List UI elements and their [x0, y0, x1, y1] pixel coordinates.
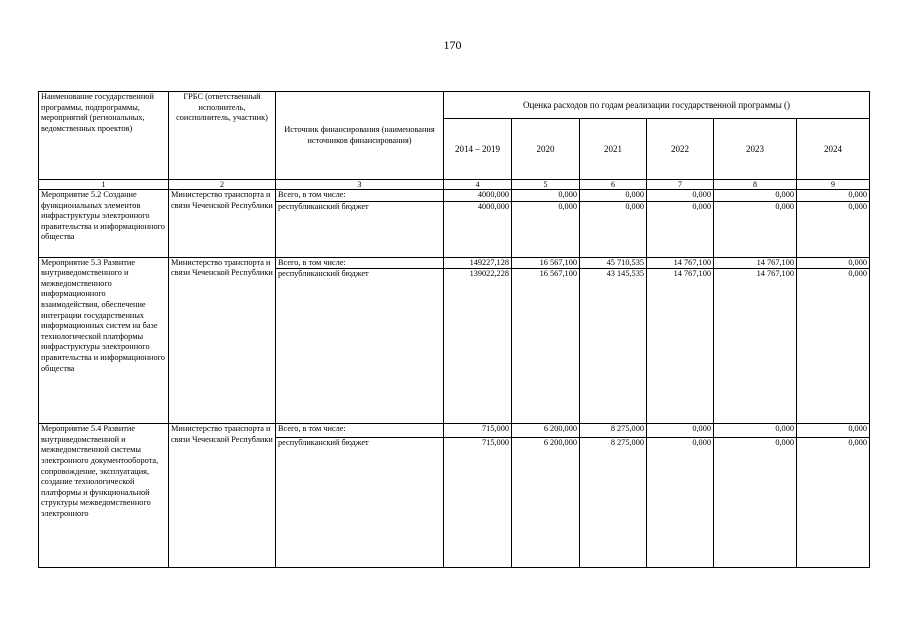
value-cell: 14 767,100 — [647, 269, 714, 424]
column-index: 3 — [276, 180, 444, 190]
header-year: 2020 — [512, 119, 580, 180]
column-index: 4 — [444, 180, 512, 190]
column-index: 8 — [714, 180, 797, 190]
table-header — [39, 92, 870, 190]
table-row — [39, 190, 870, 202]
value-cell: 0,000 — [647, 190, 714, 202]
grbs-name: Министерство транспорта и связи Чеченской Республики — [169, 424, 276, 568]
event-name: Мероприятие 5.4 Развитие внутриведомственной и межведомственной системы электронного документооборота, сопровождение, эксплуатация, создание технологической платформы и функциональной структуры межведомственного электронного — [39, 424, 169, 568]
value-cell: 0,000 — [647, 424, 714, 438]
value-cell: 8 275,000 — [580, 438, 647, 568]
column-index: 9 — [797, 180, 870, 190]
value-cell: 0,000 — [714, 424, 797, 438]
event-name: Мероприятие 5.3 Развитие внутриведомственного и межведомственного информационного взаимодействия, обеспечение интеграции государственных информационных систем на базе технологической платформы инфраструктуры электронного правительства и информационного общества — [39, 257, 169, 424]
value-cell: 14 767,100 — [647, 257, 714, 269]
header-year: 2024 — [797, 119, 870, 180]
value-cell: 715,000 — [444, 438, 512, 568]
source-republic-budget: республиканский бюджет — [276, 438, 444, 568]
source-total: Всего, в том числе: — [276, 257, 444, 269]
header-budget-estimate: Оценка расходов по годам реализации государственной программы () — [444, 92, 870, 119]
header-year: 2021 — [580, 119, 647, 180]
header-program: Наименование государственной программы, подпрограммы, мероприятий (региональных, ведомственных проектов) — [39, 92, 169, 180]
column-index: 2 — [169, 180, 276, 190]
value-cell: 16 567,100 — [512, 269, 580, 424]
source-republic-budget: республиканский бюджет — [276, 269, 444, 424]
value-cell: 14 767,100 — [714, 269, 797, 424]
value-cell: 0,000 — [580, 190, 647, 202]
column-index: 7 — [647, 180, 714, 190]
value-cell: 0,000 — [797, 269, 870, 424]
grbs-name: Министерство транспорта и связи Чеченской Республики — [169, 257, 276, 424]
table-row — [39, 424, 870, 438]
column-index: 6 — [580, 180, 647, 190]
value-cell: 0,000 — [797, 438, 870, 568]
value-cell: 0,000 — [512, 190, 580, 202]
value-cell: 715,000 — [444, 424, 512, 438]
value-cell: 0,000 — [512, 201, 580, 257]
value-cell: 0,000 — [647, 438, 714, 568]
header-year: 2023 — [714, 119, 797, 180]
value-cell: 0,000 — [797, 190, 870, 202]
column-index-row — [39, 180, 870, 190]
value-cell: 6 200,000 — [512, 424, 580, 438]
header-year: 2014 – 2019 — [444, 119, 512, 180]
column-index: 1 — [39, 180, 169, 190]
value-cell: 139022,228 — [444, 269, 512, 424]
header-year: 2022 — [647, 119, 714, 180]
header-source: Источник финансирования (наименования источников финансирования) — [276, 92, 444, 180]
value-cell: 0,000 — [714, 438, 797, 568]
value-cell: 16 567,100 — [512, 257, 580, 269]
value-cell: 6 200,000 — [512, 438, 580, 568]
value-cell: 0,000 — [647, 201, 714, 257]
header-grbs: ГРБС (ответственный исполнитель, соисполнитель, участник) — [169, 92, 276, 180]
source-total: Всего, в том числе: — [276, 190, 444, 202]
value-cell: 8 275,000 — [580, 424, 647, 438]
value-cell: 0,000 — [797, 257, 870, 269]
event-name: Мероприятие 5.2 Создание функциональных элементов инфраструктуры электронного правительства и информационного общества — [39, 190, 169, 258]
value-cell: 4000,000 — [444, 201, 512, 257]
value-cell: 4000,000 — [444, 190, 512, 202]
grbs-name: Министерство транспорта и связи Чеченской Республики — [169, 190, 276, 258]
table-row — [39, 257, 870, 269]
value-cell: 0,000 — [797, 424, 870, 438]
value-cell: 14 767,100 — [714, 257, 797, 269]
value-cell: 0,000 — [714, 190, 797, 202]
source-total: Всего, в том числе: — [276, 424, 444, 438]
page-number: 170 — [443, 38, 462, 52]
value-cell: 43 145,535 — [580, 269, 647, 424]
source-republic-budget: республиканский бюджет — [276, 201, 444, 257]
value-cell: 0,000 — [580, 201, 647, 257]
budget-table — [38, 91, 870, 568]
value-cell: 149227,128 — [444, 257, 512, 269]
value-cell: 45 710,535 — [580, 257, 647, 269]
value-cell: 0,000 — [714, 201, 797, 257]
value-cell: 0,000 — [797, 201, 870, 257]
column-index: 5 — [512, 180, 580, 190]
